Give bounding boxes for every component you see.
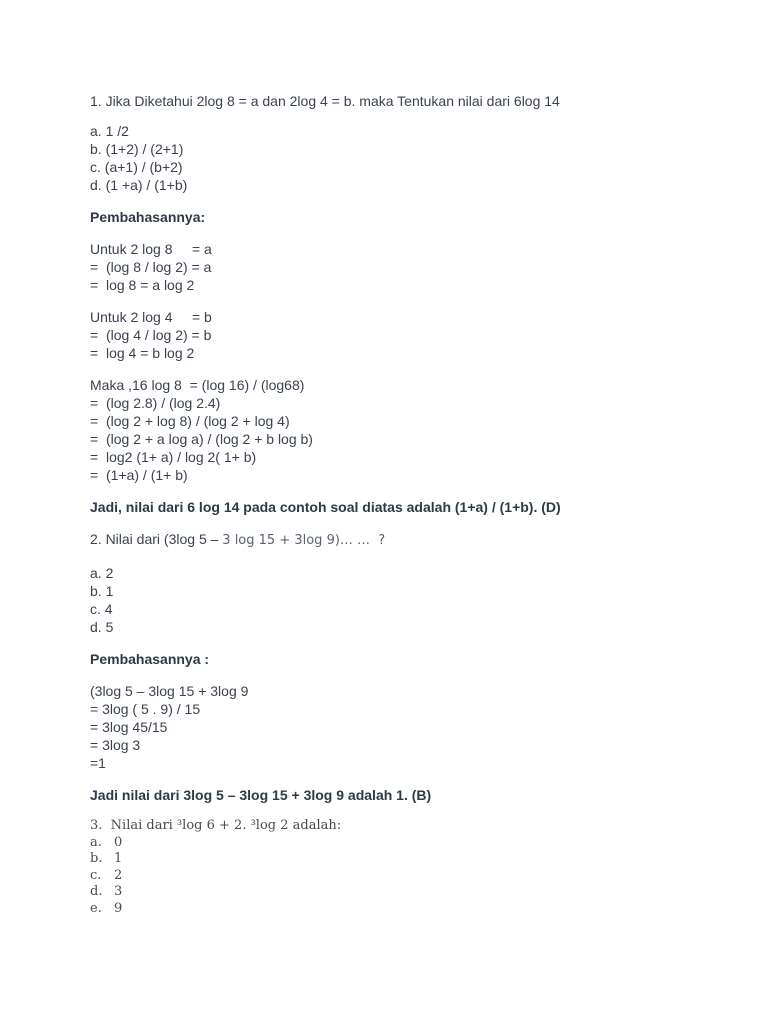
discussion-heading-2: Pembahasannya : [90,651,210,667]
question-2-options [90,564,730,636]
step-line: = 3log 3 [90,737,141,753]
step-line: = (log 2 + log 8) / (log 2 + log 4) [90,413,290,429]
question-1-options [90,122,730,194]
step-line: = 3log ( 5 . 9) / 15 [90,701,201,717]
option-a: a. 1 /2 [90,123,129,139]
question-2-part-a: 2. Nilai dari (3log 5 – [90,531,223,547]
option-a: a. 2 [90,565,114,581]
step-line: = log 8 = a log 2 [90,277,195,293]
option-c: c. 4 [90,601,113,617]
step-line: = (log 2 + a log a) / (log 2 + b log b) [90,431,313,447]
option-letter: a. [90,834,102,850]
option-e [90,901,730,918]
conclusion-1: Jadi, nilai dari 6 log 14 pada contoh soal diatas adalah (1+a) / (1+b). (D) [90,499,561,515]
option-c [90,868,730,885]
step-line: (3log 5 – 3log 15 + 3log 9 [90,683,249,699]
option-letter: d. [90,884,103,899]
discussion-block-2 [90,308,730,362]
question-3-block [90,818,730,917]
option-letter: b. [90,851,103,866]
step-line: Untuk 2 log 8 = a [90,241,212,257]
step-line: = 3log 45/15 [90,719,168,735]
step-line: = log 4 = b log 2 [90,345,195,361]
option-value: 1 [114,851,123,866]
option-c: c. (a+1) / (b+2) [90,159,183,175]
question-2 [90,530,730,550]
step-line: Maka ,16 log 8 = (log 16) / (log68) [90,377,305,393]
step-line: = (1+a) / (1+ b) [90,467,188,483]
question-1: 1. Jika Diketahui 2log 8 = a dan 2log 4 = b. maka Tentukan nilai dari 6log 14 [90,93,560,109]
discussion-steps-2 [90,682,730,772]
option-letter: c. [90,867,102,883]
option-b: b. (1+2) / (2+1) [90,141,184,157]
option-letter: e. [90,900,102,916]
discussion-block-1 [90,240,730,294]
step-line: Untuk 2 log 4 = b [90,309,212,325]
step-line: = (log 4 / log 2) = b [90,327,212,343]
option-value: 2 [114,867,123,883]
step-line: =1 [90,755,106,771]
option-d: d. 5 [90,619,114,635]
document-page [90,92,730,917]
question-2-part-b: 3 log 15 + 3log 9)… … ? [222,533,386,548]
option-b: b. 1 [90,583,114,599]
option-value: 9 [114,900,123,916]
option-b [90,851,730,868]
option-d [90,884,730,901]
question-3: 3. Nilai dari ³log 6 + 2. ³log 2 adalah: [90,818,342,833]
option-a [90,835,730,852]
option-d: d. (1 +a) / (1+b) [90,177,188,193]
option-value: 0 [114,834,123,850]
discussion-block-3 [90,376,730,484]
discussion-heading-1: Pembahasannya: [90,209,206,225]
conclusion-2: Jadi nilai dari 3log 5 – 3log 15 + 3log 9 adalah 1. (B) [90,787,432,803]
step-line: = (log 8 / log 2) = a [90,259,212,275]
step-line: = log2 (1+ a) / log 2( 1+ b) [90,449,257,465]
step-line: = (log 2.8) / (log 2.4) [90,395,221,411]
option-value: 3 [114,884,123,899]
